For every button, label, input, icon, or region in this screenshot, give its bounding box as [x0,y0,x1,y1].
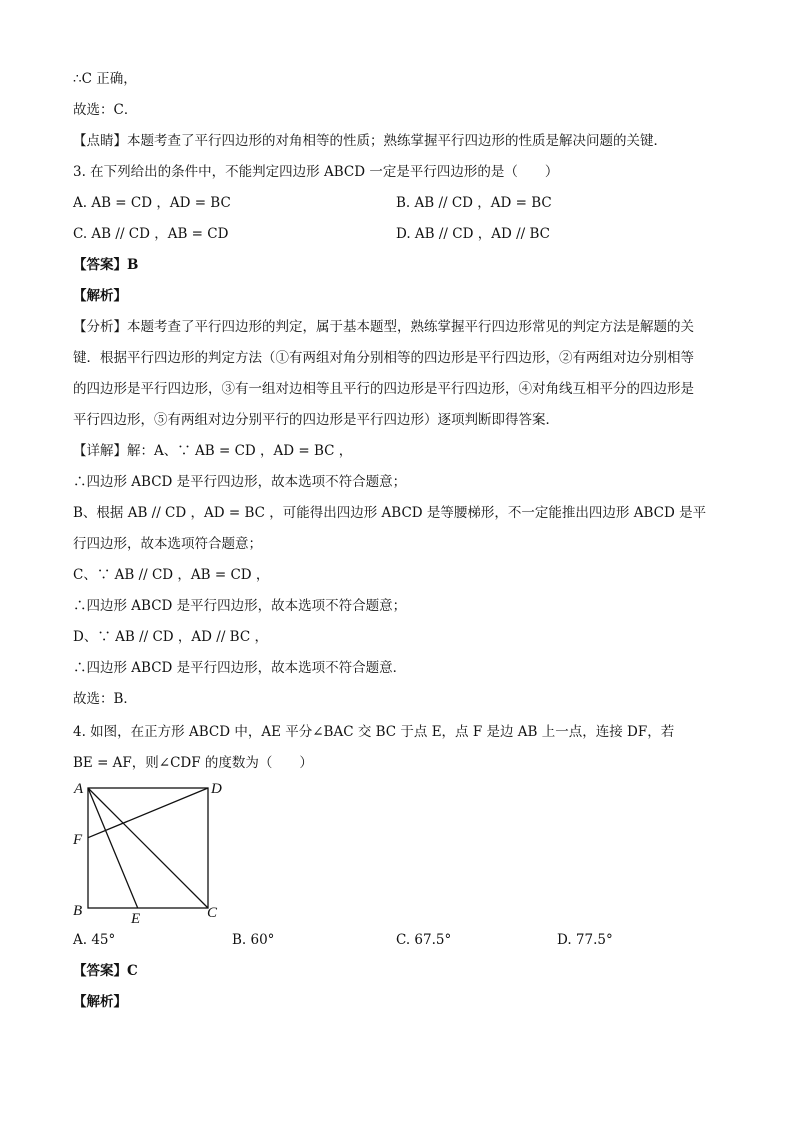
question-3-option-b: B. AB // CD ，AD = BC [396,195,552,211]
question-4-option-a: A. 45° [73,932,116,948]
diagonal-ac [88,788,208,908]
solution-line: C、∵ AB // CD ，AB = CD ， [73,567,270,583]
analysis-line: 平行四边形，⑤有两组对边分别平行的四边形是平行四边形）逐项判断即得答案． [73,412,559,428]
solution-line: D、∵ AB // CD ，AD // BC ， [73,629,268,645]
analysis-line: 【分析】本题考查了平行四边形的判定，属于基本题型，熟练掌握平行四边形常见的判定方法是解题的关 [73,319,694,335]
solution-line: 行四边形，故本选项符合题意； [73,536,262,552]
label-d: D [211,781,222,797]
solution-line: 故选：B． [73,691,137,707]
label-e: E [131,911,141,926]
question-4-stem-cont: BE = AF，则∠CDF 的度数为（ ） [73,755,313,771]
question-4-option-c: C. 67.5° [396,932,452,948]
square-figure [68,778,238,926]
segment-df [88,788,208,838]
solution-line: ∴四边形 ABCD 是平行四边形，故本选项不符合题意； [73,598,407,614]
question-3-option-a: A. AB = CD ，AD = BC [73,195,231,211]
label-c: C [207,905,218,921]
bisector-ae [88,788,138,908]
question-4-answer: 【答案】C [73,963,138,979]
solution-line: 【详解】解：A、∵ AB = CD ，AD = BC ， [73,443,353,459]
question-4-option-d: D. 77.5° [557,932,613,948]
question-3-stem: 3. 在下列给出的条件中，不能判定四边形 ABCD 一定是平行四边形的是（ ） [73,164,559,180]
question-4-stem: 4. 如图，在正方形 ABCD 中，AE 平分∠BAC 交 BC 于点 E，点 F 是边 AB 上一点，连接 DF，若 [73,724,675,740]
question-3-analysis-heading: 【解析】 [73,288,127,304]
label-b: B [73,903,83,919]
label-f: F [73,832,83,848]
question-3-option-c: C. AB // CD ，AB = CD [73,226,229,242]
question-3-option-d: D. AB // CD ，AD // BC [396,226,550,242]
text-line: ∴C 正确， [73,71,137,87]
solution-line: ∴四边形 ABCD 是平行四边形，故本选项不符合题意； [73,474,407,490]
remark-line: 【点睛】本题考查了平行四边形的对角相等的性质；熟练掌握平行四边形的性质是解决问题的关键． [73,133,667,149]
question-3-answer: 【答案】B [73,257,139,273]
solution-line: ∴四边形 ABCD 是平行四边形，故本选项不符合题意． [73,660,407,676]
text-line: 故选：C． [73,102,138,118]
analysis-line: 键．根据平行四边形的判定方法（①有两组对角分别相等的四边形是平行四边形，②有两组对边分别相等 [73,350,694,366]
solution-line: B、根据 AB // CD ，AD = BC ，可能得出四边形 ABCD 是等腰梯形，不一定能推出四边形 ABCD 是平 [73,505,707,521]
label-a: A [74,781,84,797]
question-4-analysis-heading: 【解析】 [73,994,127,1010]
analysis-line: 的四边形是平行四边形，③有一组对边相等且平行的四边形是平行四边形，④对角线互相平分的四边形是 [73,381,694,397]
question-4-option-b: B. 60° [232,932,275,948]
